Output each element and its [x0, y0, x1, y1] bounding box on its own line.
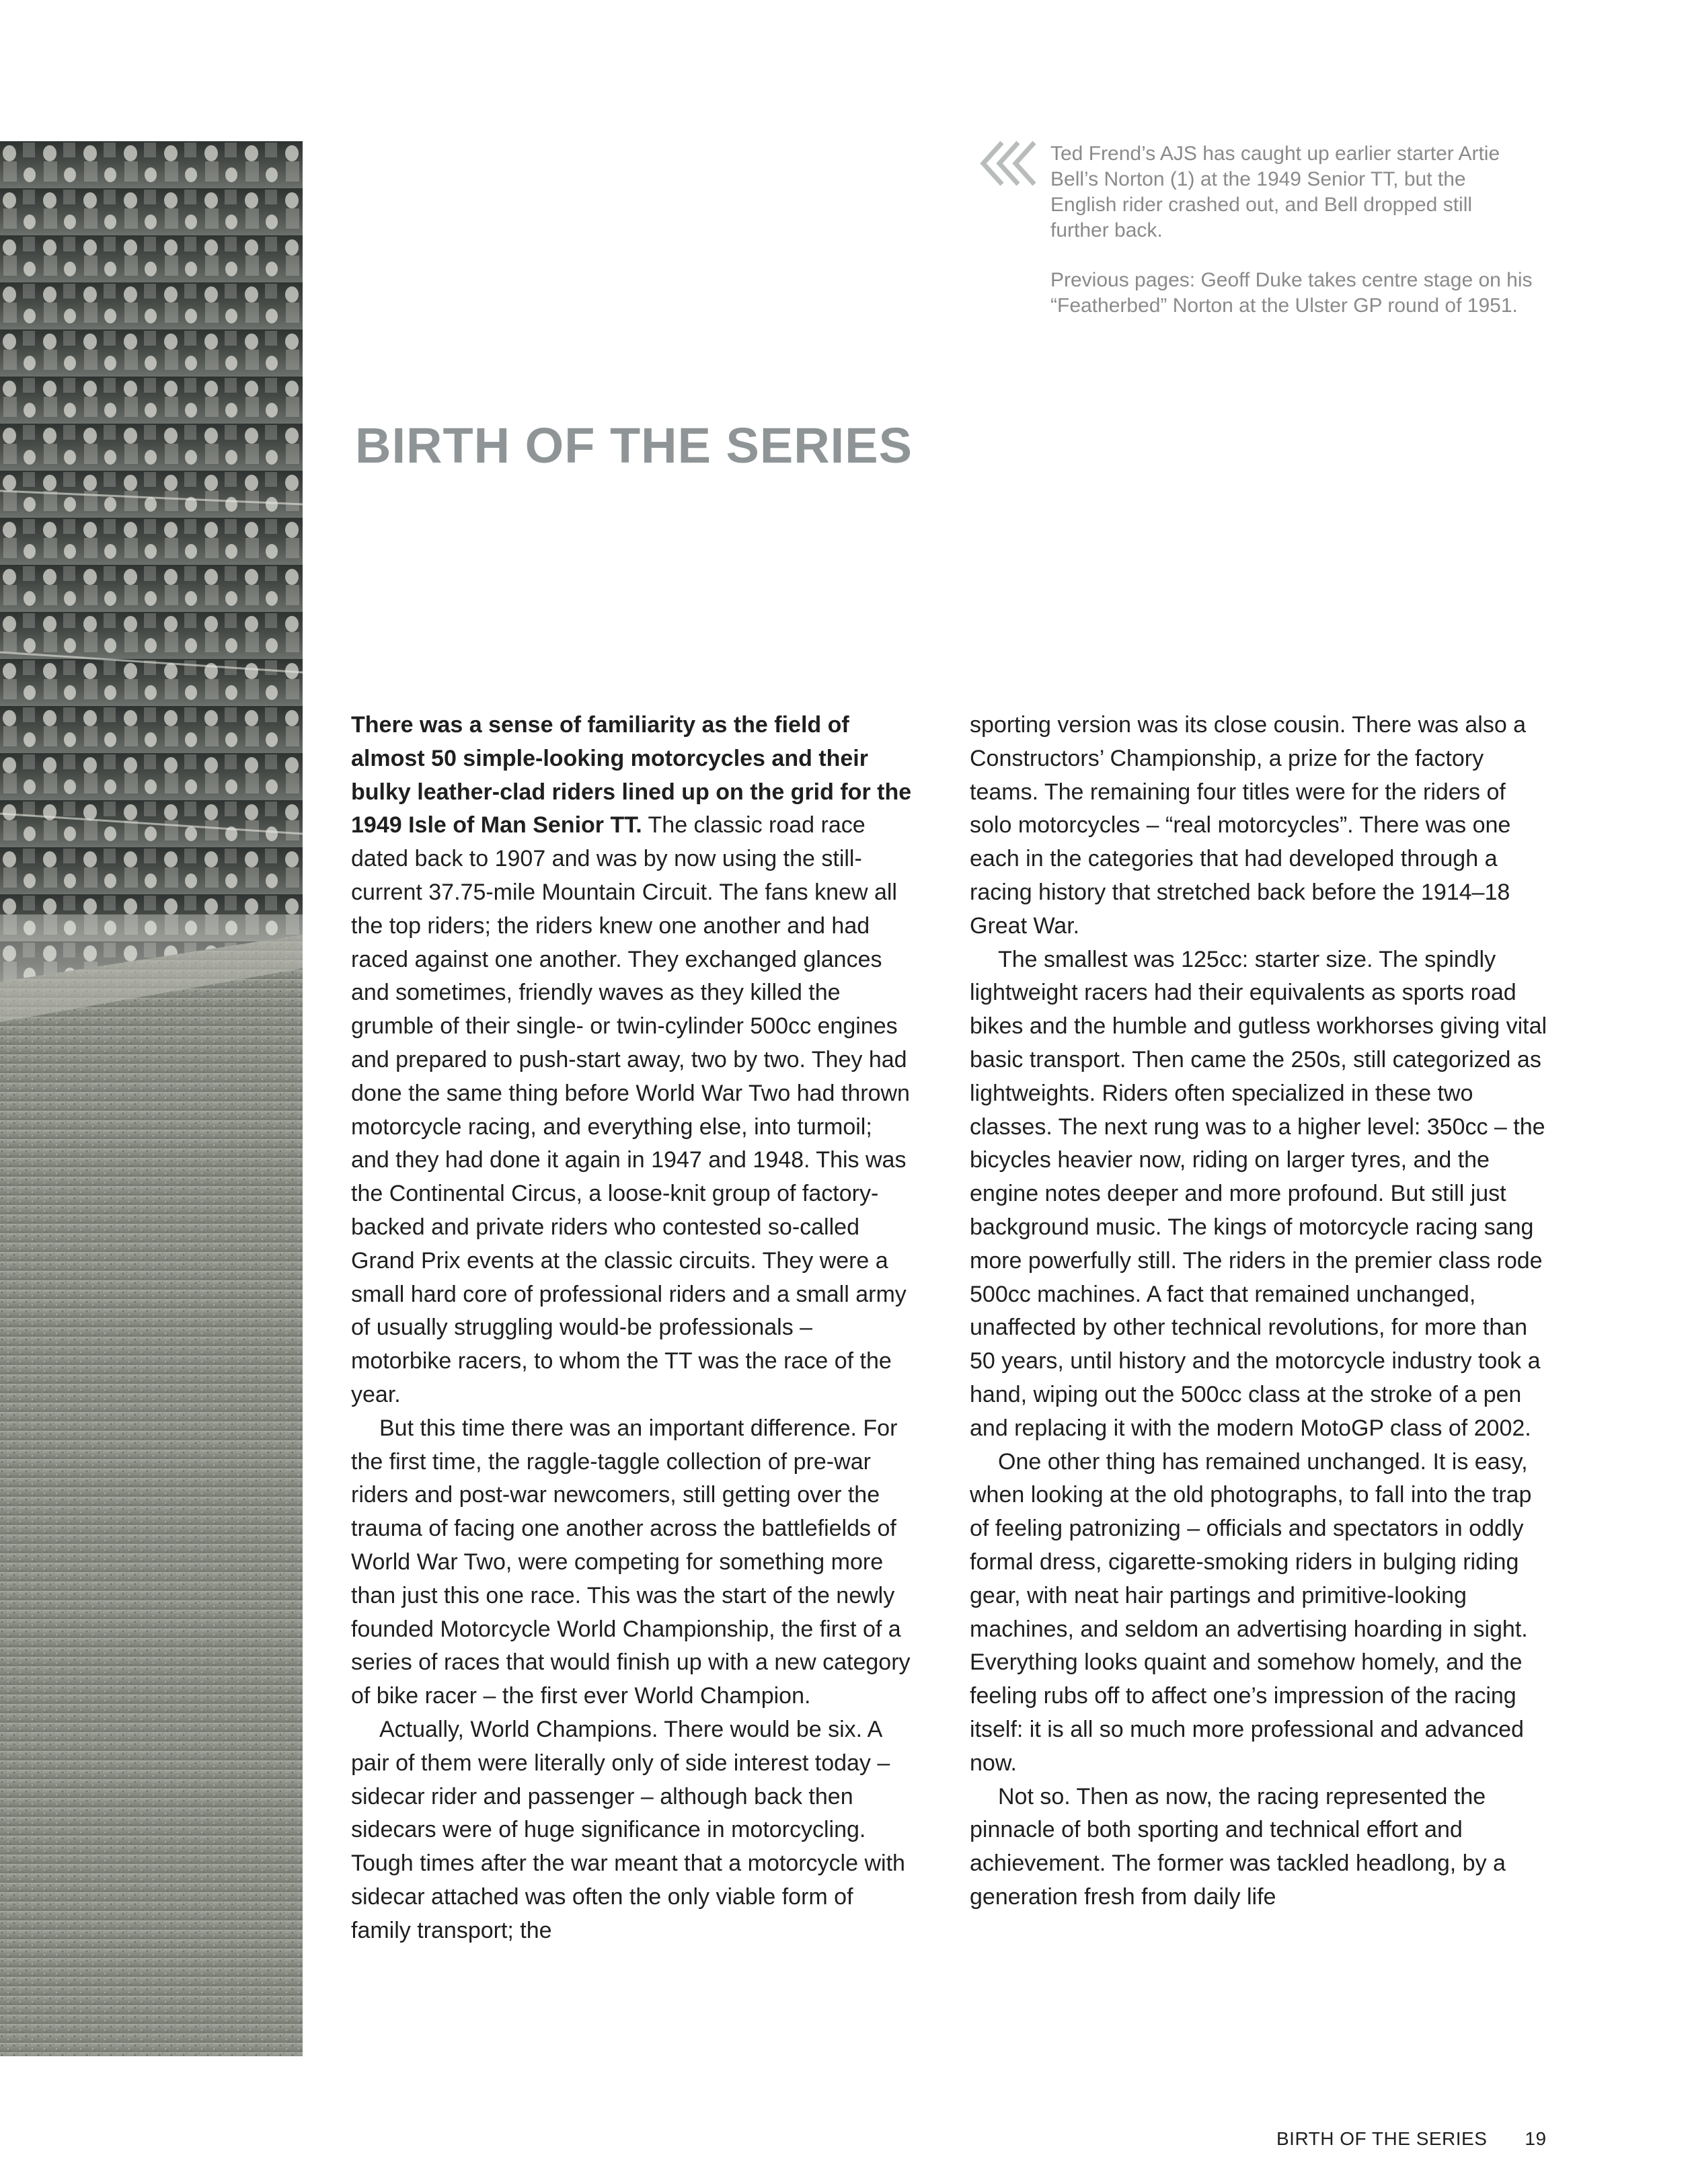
article-paragraph: But this time there was an important difference. For the first time, the raggle-taggle collection of pre-war riders and post-war newcomers, still getting over the trauma of facing one another across the battlefields of World War Two, were competing for something more than just this one race. This was the start of the newly founded Motorcycle World Championship, the first of a series of races that would finish up with a new category of bike racer – the first ever World Champion.	[351, 1415, 911, 1709]
article-paragraph: Actually, World Champions. There would be six. A pair of them were literally only of side interest today – sidecar rider and passenger – although back then sidecars were of huge significance in motorcycling. Tough times after the war meant that a motorcycle with sidecar attached was often the only viable form of family transport; the	[351, 1716, 905, 1943]
article-paragraph: One other thing has remained unchanged. It is easy, when looking at the old photographs, to fall into the trap of feeling patronizing – officials and spectators in oddly formal dress, cigarette-smoking riders in bulging riding gear, with neat hair partings and primitive-looking machines, and seldom an advertising hoarding in sight. Everything looks quaint and somehow homely, and the feeling rubs off to affect one’s impression of the racing itself: it is all so much more professional and advanced now.	[970, 1448, 1532, 1776]
caption-paragraph: Ted Frend’s AJS has caught up earlier starter Artie Bell’s Norton (1) at the 1949 Senior TT, but the English rider crashed out, and Bell dropped still further back.	[1050, 143, 1500, 241]
article-paragraph: sporting version was its close cousin. There was also a Constructors’ Championship, a prize for the factory teams. The remaining four titles were for the riders of solo motorcycles – “real motorcycles”. There was one each in the categories that had developed through a racing history that stretched back before the 1914–18 Great War.	[970, 712, 1527, 939]
crowd-and-road-photo	[0, 141, 303, 2056]
caption-paragraph: Previous pages: Geoff Duke takes centre stage on his “Featherbed” Norton at the Ulster GP round of 1951.	[1050, 269, 1533, 317]
article-paragraph: The smallest was 125cc: starter size. The spindly lightweight racers had their equivalents as sports road bikes and the humble and gutless workhorses giving vital basic transport. Then came the 250s, still categorized as lightweights. Riders often specialized in these two classes. The next rung was to a higher level: 350cc – the bicycles heavier now, riding on larger tyres, and the engine notes deeper and more profound. But still just background music. The kings of motorcycle racing sang more powerfully still. The riders in the premier class rode 500cc machines. A fact that remained unchanged, unaffected by other technical revolutions, for more than 50 years, until history and the motorcycle industry took a hand, wiping out the 500cc class at the stroke of a pen and replacing it with the modern MotoGP class of 2002.	[970, 946, 1547, 1441]
photo-caption	[1050, 141, 1535, 343]
lead-sentence: There was a sense of familiarity as the field of almost 50 simple-looking motorcycles and their bulky leather-clad riders lined up on the grid for the 1949 Isle of Man Senior TT.	[351, 712, 912, 838]
race-photograph	[0, 141, 303, 2056]
article-column-right	[970, 709, 1548, 1914]
article-column-left	[351, 709, 916, 1947]
running-footer	[1276, 2128, 1547, 2150]
footer-section-title: BIRTH OF THE SERIES	[1276, 2128, 1488, 2149]
lead-continuation: The classic road race dated back to 1907 and was by now using the still-current 37.75-mile Mountain Circuit. The fans knew all the top riders; the riders knew one another and had raced against one another. They exchanged glances and sometimes, friendly waves as they killed the grumble of their single- or twin-cylinder 500cc engines and prepared to push-start away, two by two. They had done the same thing before World War Two had thrown motorcycle racing, and everything else, into turmoil; and they had done it again in 1947 and 1948. This was the Continental Circus, a loose-knit group of factory-backed and private riders who contested so-called Grand Prix events at the classic circuits. They were a small hard core of professional riders and a small army of usually struggling would-be professionals – motorbike racers, to whom the TT was the race of the year.	[351, 812, 910, 1407]
triple-chevron-left-icon	[979, 140, 1040, 187]
article-paragraph: Not so. Then as now, the racing represented the pinnacle of both sporting and technical effort and achievement. The former was tackled headlong, by a generation fresh from daily life	[970, 1783, 1506, 1910]
page-number: 19	[1525, 2128, 1547, 2149]
chapter-heading: BIRTH OF THE SERIES	[355, 418, 913, 473]
article-paragraph	[351, 709, 916, 1412]
